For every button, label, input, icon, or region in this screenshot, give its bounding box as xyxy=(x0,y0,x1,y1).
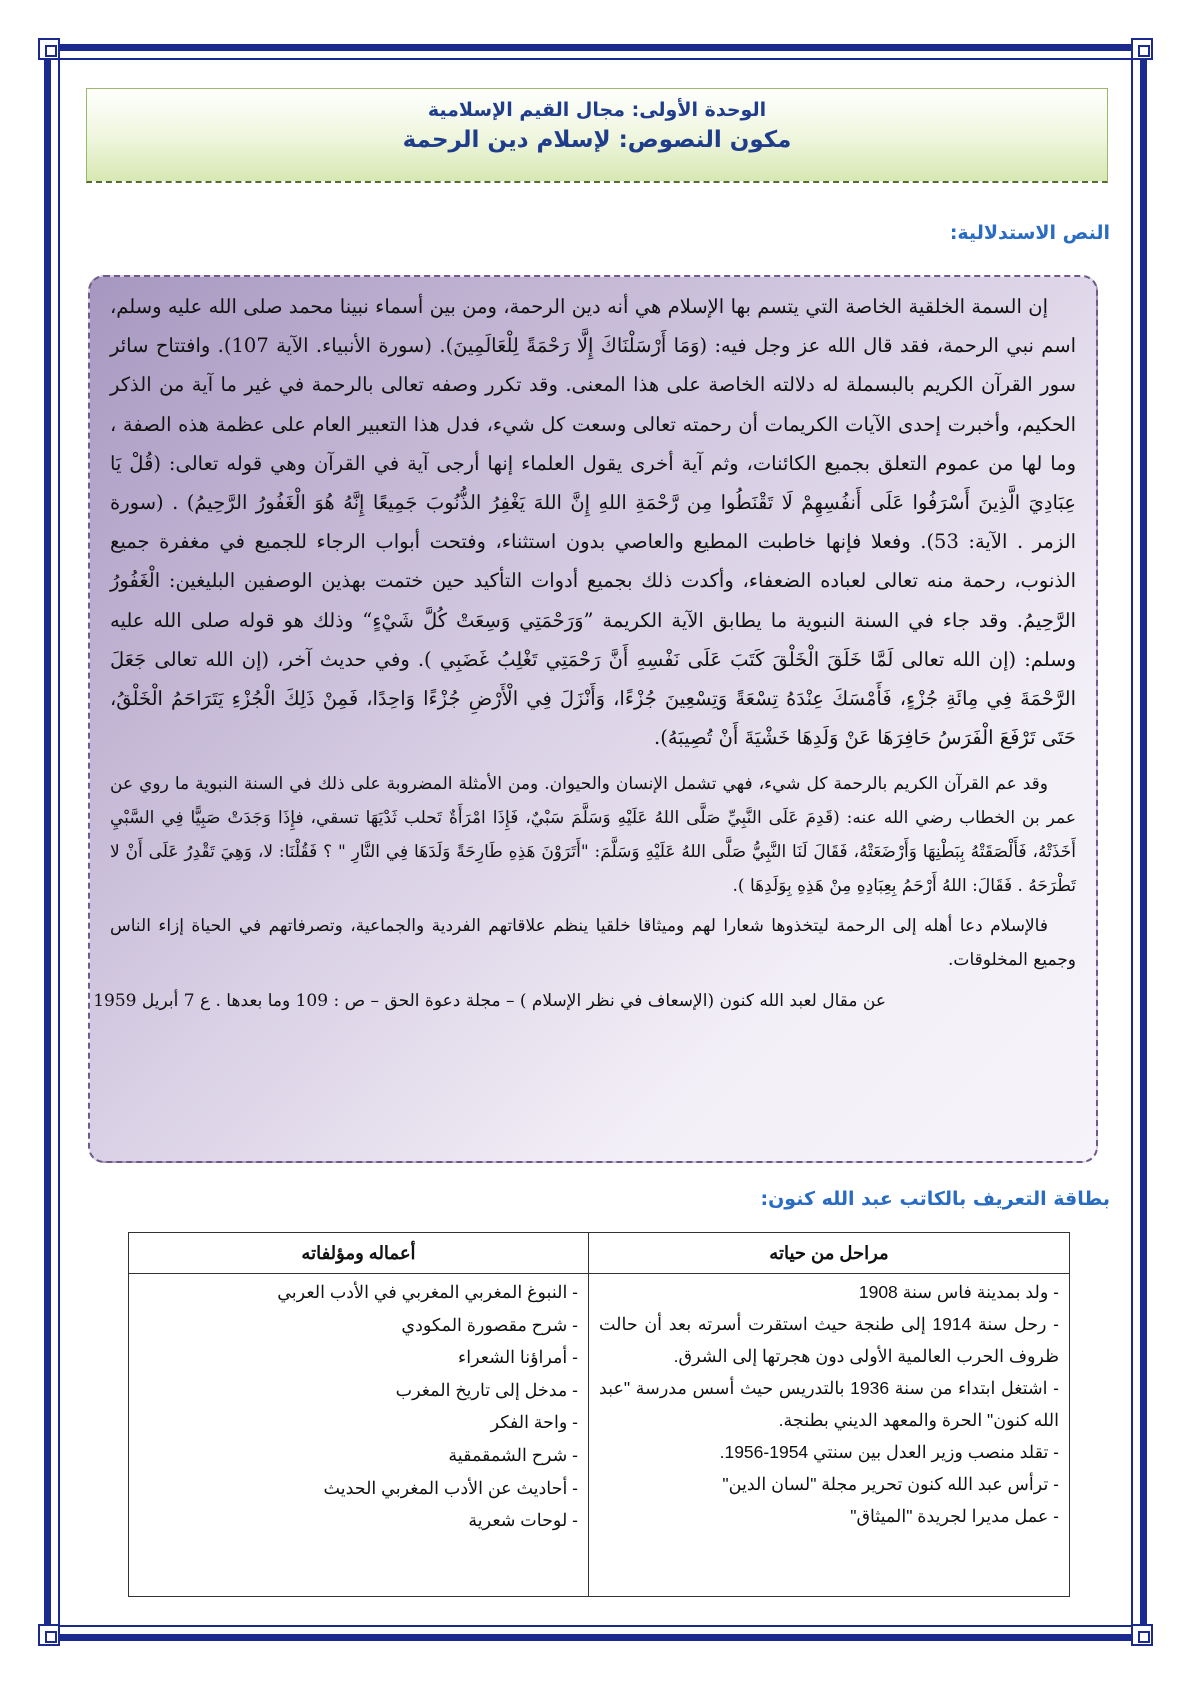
life-stages-cell xyxy=(589,1274,1070,1597)
lesson-header xyxy=(86,88,1108,183)
work-item: - واحة الفكر xyxy=(490,1412,578,1433)
work-item: - النبوغ المغربي المغربي في الأدب العربي xyxy=(277,1282,578,1302)
work-item: - شرح الشمقمقية xyxy=(448,1444,578,1465)
work-item: - شرح مقصورة المكودي xyxy=(401,1314,578,1335)
life-item: - ولد بمدينة فاس سنة 1908 xyxy=(858,1282,1059,1302)
work-item: - أمراؤنا الشعراء xyxy=(458,1347,578,1368)
life-item: - عمل مديرا لجريدة "الميثاق" xyxy=(850,1506,1059,1526)
work-item: - أحاديث عن الأدب المغربي الحديث xyxy=(323,1477,578,1498)
column-header-life: مراحل من حياته xyxy=(589,1233,1070,1274)
life-item: - رحل سنة 1914 إلى طنجة حيث استقرت أسرته بعد أن حالت ظروف الحرب العالمية الأولى دون هجرتها إلى الشرق. xyxy=(599,1314,1060,1366)
text-paragraph-second: وقد عم القرآن الكريم بالرحمة كل شيء، فهي تشمل الإنسان والحيوان. ومن الأمثلة المضروبة على ذلك في السنة النبوية ما روي عن عمر بن الخطاب رضي الله عنه: (قَدِمَ عَلَى النَّبِيِّ صَلَّى اللهُ عَلَيْهِ وَسَلَّمَ سَبْيٌ، فَإِذَا امْرَأَةٌ تَحلب ثَدْيَهَا تسقي، فإِذَا وَجَدَتْ صَبِيًّا فِي السَّبْيِ أَخَذَتْهُ، فَأَلْصَقَتْهُ بِبَطْنِهَا وَأَرْضَعَتْهُ، فَقَالَ لَنَا النَّبِيُّ صَلَّى اللهُ عَلَيْهِ وَسَلَّمَ: "أَتَرَوْنَ هَذِهِ طَارِحَةً وَلَدَهَا فِي النَّارِ " ؟ فَقُلْنَا: لا، وَهِيَ تَقْدِرُ عَلَى أَنْ لا تَطْرَحَهُ . فَقَالَ: اللهُ أَرْحَمُ بِعِبَادِهِ مِنْ هَذِهِ بِوَلَدِهَا ). xyxy=(110,774,1076,897)
work-item: - لوحات شعرية xyxy=(468,1510,578,1531)
works-cell xyxy=(129,1274,589,1597)
component-title: مكون النصوص: لإسلام دين الرحمة xyxy=(402,127,792,153)
work-item: - مدخل إلى تاريخ المغرب xyxy=(395,1379,578,1400)
column-header-works: أعماله ومؤلفاته xyxy=(129,1233,589,1274)
bio-card-heading: بطاقة التعريف بالكاتب عبد الله كنون: xyxy=(760,1188,1110,1210)
life-item: - ترأس عبد الله كنون تحرير مجلة "لسان الدين" xyxy=(722,1474,1059,1494)
author-bio-table xyxy=(128,1232,1070,1597)
text-section-heading: النص الاستدلالية: xyxy=(949,222,1110,244)
text-paragraph-third: فالإسلام دعا أهله إلى الرحمة ليتخذوها شعارا لهم وميثاقا خلقيا ينظم علاقاتهم الفردية والجماعية، وتصرفاتهم في الحياة إزاء الناس وجميع المخلوقات. xyxy=(110,916,1076,971)
corner-ornament xyxy=(38,1624,60,1646)
corner-ornament xyxy=(38,38,60,60)
text-source-citation: عن مقال لعبد الله كنون (الإسعاف في نظر الإسلام ) – مجلة دعوة الحق – ص : 109 وما بعدها . ع 7 أبريل 1959 xyxy=(93,991,886,1012)
text-paragraph-main: إن السمة الخلقية الخاصة التي يتسم بها الإسلام هي أنه دين الرحمة، ومن بين أسماء نبينا محمد صلى الله عليه وسلم، اسم نبي الرحمة، فقد قال الله عز وجل فيه: (وَمَا أَرْسَلْنَاكَ إِلَّا رَحْمَةً لِلْعَالَمِينَ). (سورة الأنبياء. الآية 107). وافتتاح سائر سور القرآن الكريم بالبسملة له دلالته الخاصة على هذا المعنى. وقد تكرر وصفه تعالى بالرحمة في غير ما آية من الذكر الحكيم، وأخبرت إحدى الآيات الكريمات أن رحمته تعالى وسعت كل شيء، فدل هذا التعبير العام على عظمة هذه الصفة ، وما لها من عموم التعلق بجميع الكائنات، وثم آية أخرى يقول العلماء إنها أرجى آية في القرآن وهي قوله تعالى: (قُلْ يَا عِبَادِيَ الَّذِينَ أَسْرَفُوا عَلَى أَنفُسِهِمْ لَا تَقْنَطُوا مِن رَّحْمَةِ اللهِ إِنَّ اللهَ يَغْفِرُ الذُّنُوبَ جَمِيعًا إِنَّهُ هُوَ الْغَفُورُ الرَّحِيمُ) . (سورة الزمر . الآية: 53). وفعلا فإنها خاطبت المطيع والعاصي بدون استثناء، وفتحت أبواب الرجاء للجميع في مغفرة جميع الذنوب، رحمة منه تعالى لعباده الضعفاء، وأكدت ذلك بجميع أدوات التأكيد حين ختمت بهذين الوصفين البليغين: الْغَفُورُ الرَّحِيمُ. وقد جاء في السنة النبوية ما يطابق الآية الكريمة ”وَرَحْمَتِي وَسِعَتْ كُلَّ شَيْءٍ“ وذلك هو قوله صلى الله عليه وسلم: (إن الله تعالى لَمَّا خَلَقَ الْخَلْقَ كَتَبَ عَلَى نَفْسِهِ أَنَّ رَحْمَتِي تَغْلِبُ غَضَبِي ). وفي حديث آخر، (إن الله تعالى جَعَلَ الرَّحْمَةَ فِي مِائَةِ جُزْءٍ، فَأَمْسَكَ عِنْدَهُ تِسْعَةً وَتِسْعِينَ جُزْءًا، وَأَنْزَلَ فِي الْأَرْضِ جُزْءًا وَاحِدًا، فَمِنْ ذَلِكَ الْجُزْءِ يَتَرَاحَمُ الْخَلْقُ، حَتَى تَرْفَعَ الْفَرَسُ حَافِرَهَا عَنْ وَلَدِهَا خَشْيَةَ أَنْ تُصِيبَهُ). xyxy=(110,295,1076,750)
corner-ornament xyxy=(1131,38,1153,60)
unit-title: الوحدة الأولى: مجال القيم الإسلامية xyxy=(427,99,767,121)
life-item: - تقلد منصب وزير العدل بين سنتي 1954-1956. xyxy=(719,1442,1059,1462)
reading-text-box xyxy=(88,275,1098,1163)
corner-ornament xyxy=(1131,1624,1153,1646)
life-item: - اشتغل ابتداء من سنة 1936 بالتدريس حيث أسس مدرسة "عبد الله كنون" الحرة والمعهد الديني بطنجة. xyxy=(599,1378,1059,1430)
